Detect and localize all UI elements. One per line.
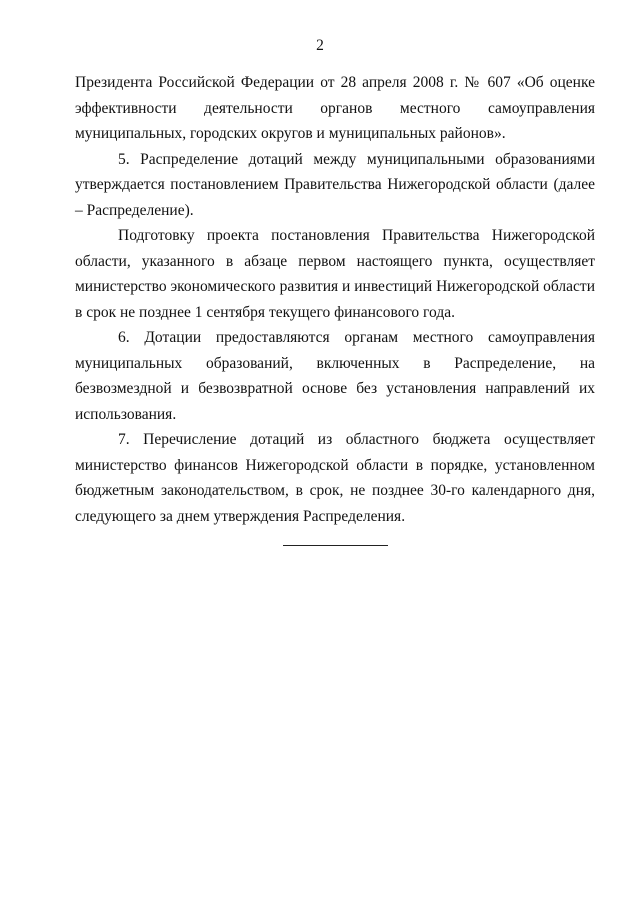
- paragraph-item-7: 7. Перечисление дотаций из областного бюджета осуществляет министерство финансов Нижегородской области в порядке, установленном бюджетным законодательством, в срок, не позднее 30-го календарного дня, следующего за днем утверждения Распределения.: [75, 431, 595, 525]
- paragraph-item-6: 6. Дотации предоставляются органам местного самоуправления муниципальных образований, включенных в Распределение, на безвозмездной и безвозвратной основе без установления направлений их использования.: [75, 329, 595, 423]
- end-of-text-rule: [283, 545, 388, 546]
- paragraph-item-5-preparation: Подготовку проекта постановления Правительства Нижегородской области, указанного в абзаце первом настоящего пункта, осуществляет министерство экономического развития и инвестиций Нижегородской области в срок не позднее 1 сентября текущего финансового года.: [75, 227, 595, 321]
- document-body: [75, 70, 595, 529]
- paragraph-continuation: Президента Российской Федерации от 28 апреля 2008 г. № 607 «Об оценке эффективности деятельности органов местного самоуправления муниципальных, городских округов и муниципальных районов».: [75, 74, 595, 142]
- paragraph-item-5: 5. Распределение дотаций между муниципальными образованиями утверждается постановлением Правительства Нижегородской области (далее – Распределение).: [75, 150, 595, 219]
- page-number: 2: [316, 37, 324, 54]
